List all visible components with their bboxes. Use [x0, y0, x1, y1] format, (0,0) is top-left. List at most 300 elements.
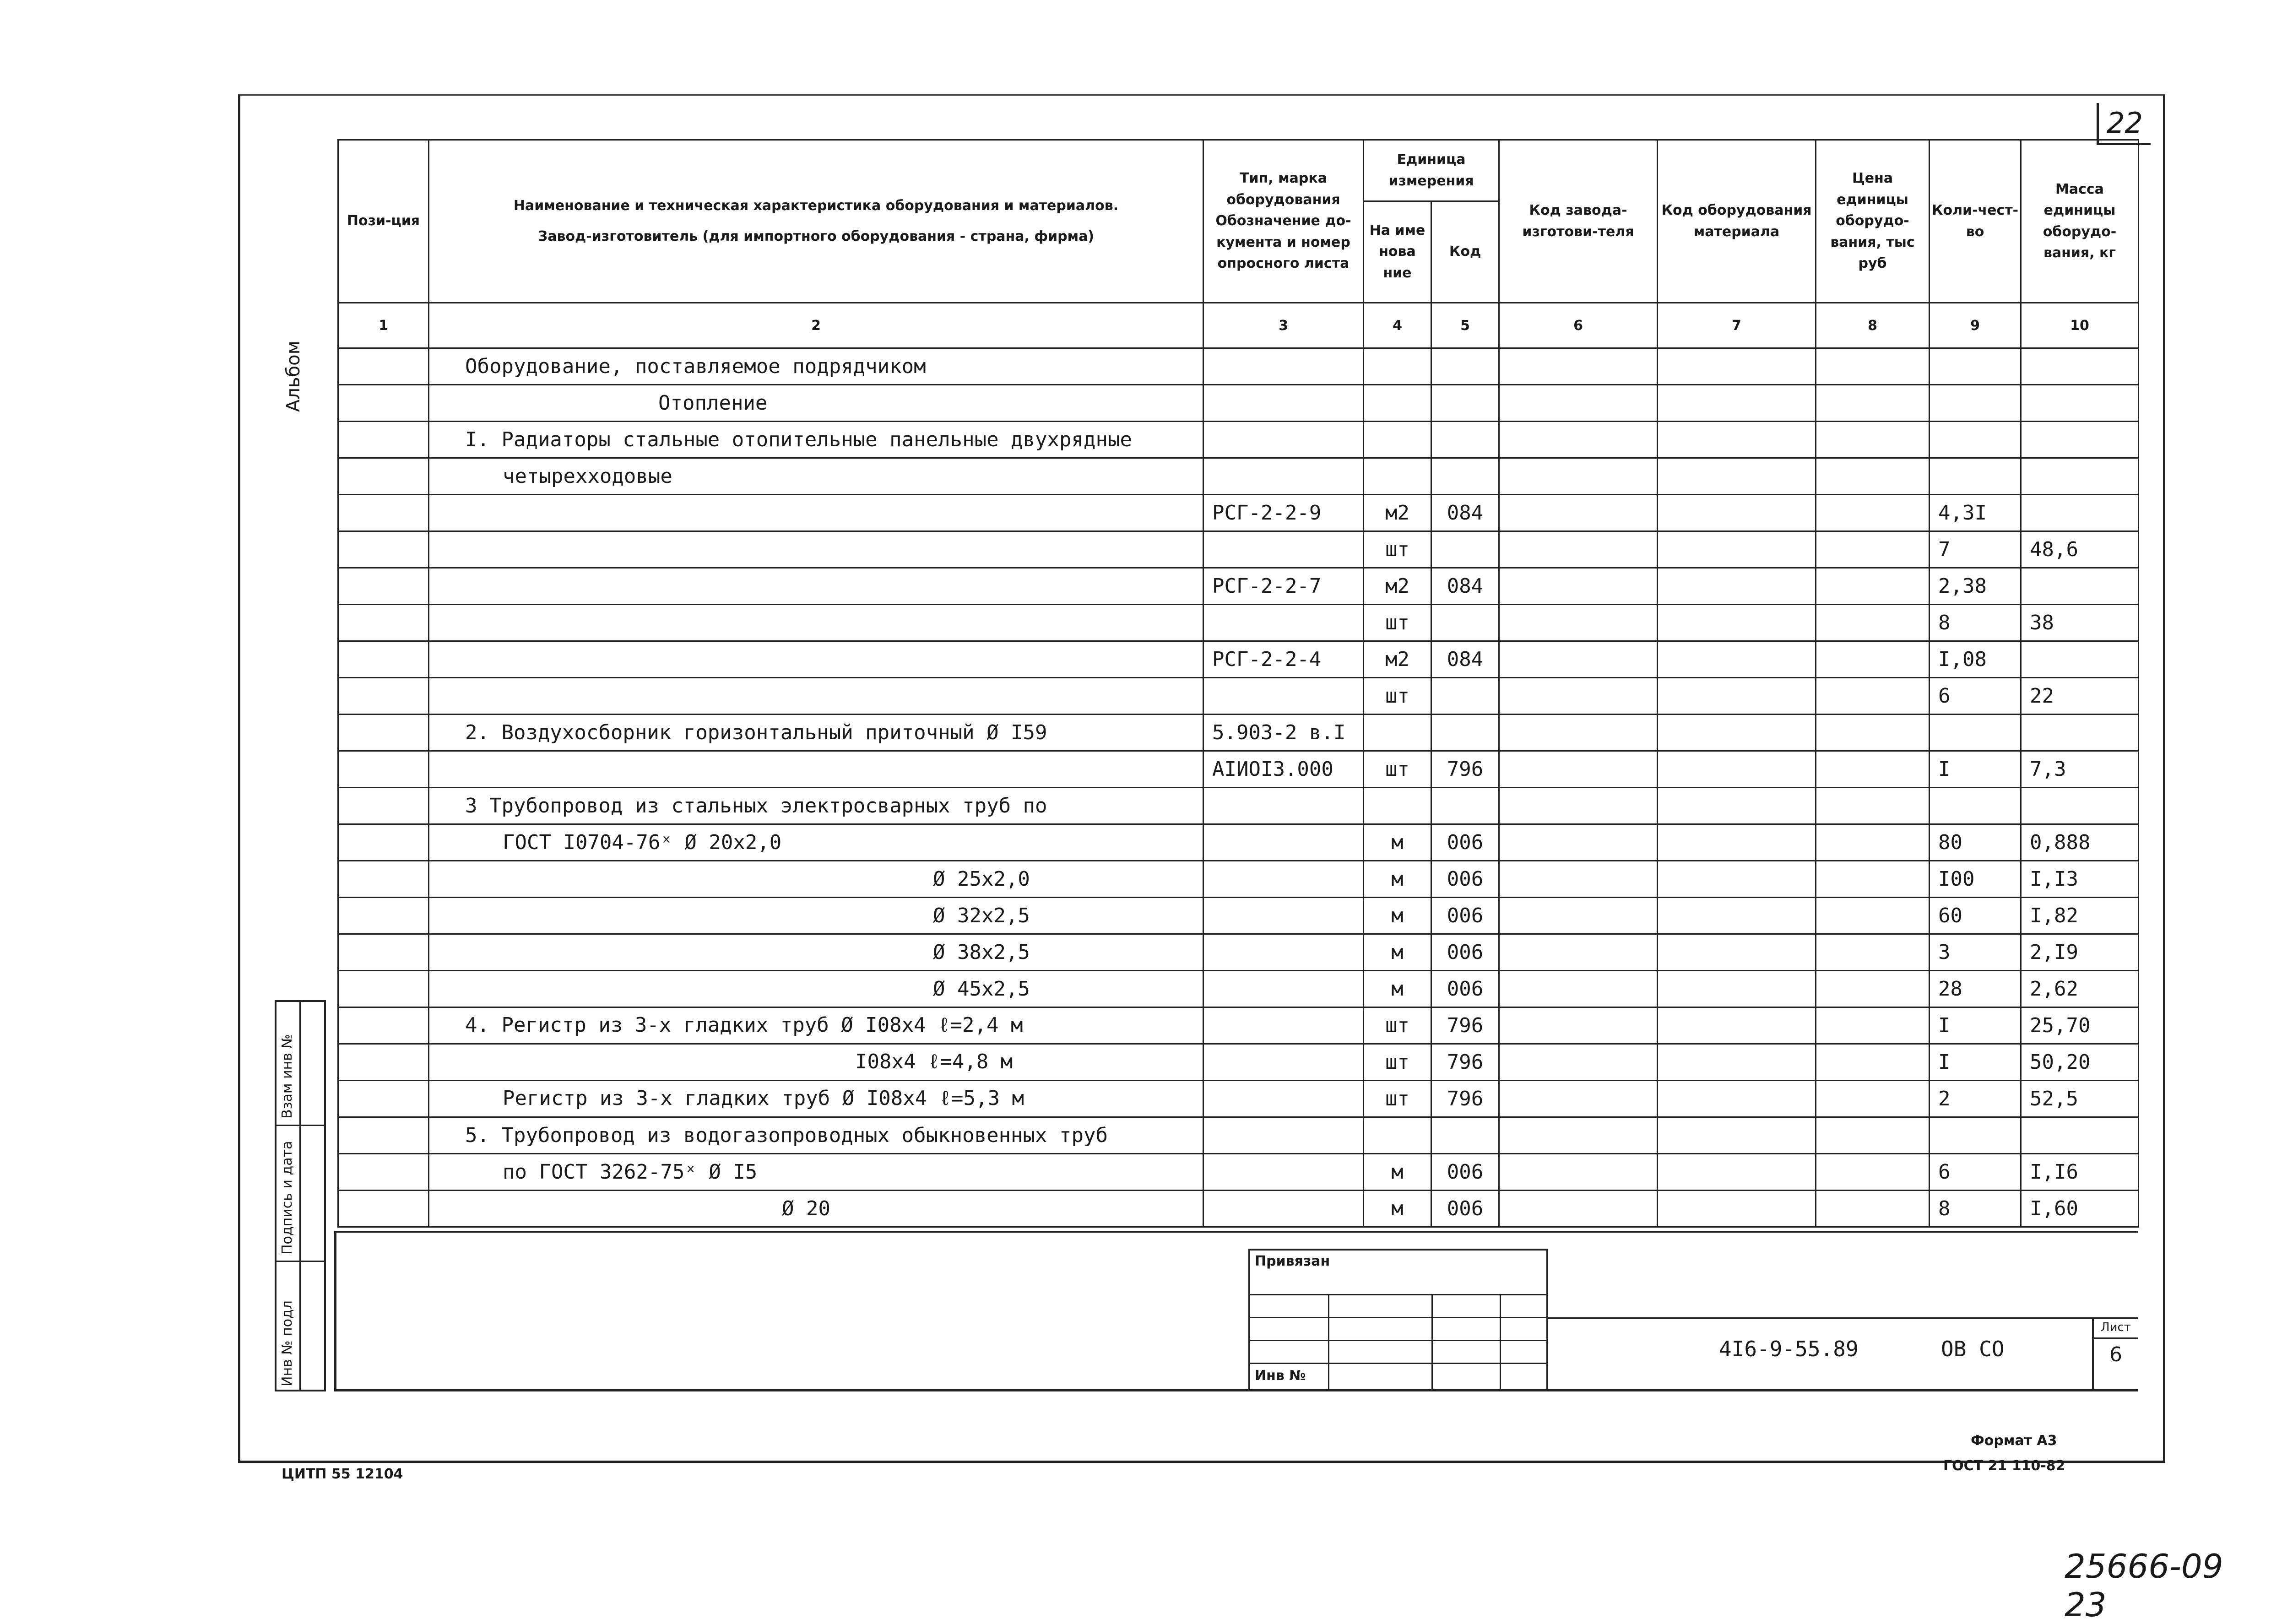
specification-rows	[338, 348, 2139, 1227]
type-cell: РСГ-2-2-7	[1203, 568, 1364, 605]
header-equipment-code: Код оборудования материала	[1658, 140, 1816, 303]
table-row	[338, 898, 2139, 934]
quantity-cell: I00	[1930, 861, 2021, 898]
price-cell	[1816, 1191, 1930, 1227]
manufacturer-code-cell	[1499, 348, 1658, 385]
item-name-cell: Ø 45x2,5	[429, 971, 1203, 1007]
equipment-code-cell	[1658, 531, 1816, 568]
unit-code-cell	[1431, 458, 1499, 495]
unit-name-cell: шт	[1364, 531, 1431, 568]
manufacturer-code-cell	[1499, 788, 1658, 824]
quantity-cell	[1930, 788, 2021, 824]
item-name-cell: Регистр из 3-х гладких труб Ø I08x4 ℓ=5,3 м	[429, 1081, 1203, 1117]
position-cell	[338, 1044, 429, 1081]
item-name-cell: I08x4 ℓ=4,8 м	[429, 1044, 1203, 1081]
podpis-data-label: Подпись и дата	[279, 1141, 295, 1255]
unit-code-cell: 796	[1431, 1044, 1499, 1081]
table-row	[338, 422, 2139, 458]
unit-code-cell: 796	[1431, 751, 1499, 788]
unit-code-cell: 796	[1431, 1081, 1499, 1117]
header-price: Цена единицы оборудо-вания, тыс руб	[1816, 140, 1930, 303]
mass-cell	[2021, 641, 2139, 678]
unit-name-cell	[1364, 385, 1431, 422]
table-row	[338, 1191, 2139, 1227]
position-cell	[338, 751, 429, 788]
unit-code-cell	[1431, 348, 1499, 385]
mass-cell: 25,70	[2021, 1007, 2139, 1044]
equipment-code-cell	[1658, 348, 1816, 385]
manufacturer-code-cell	[1499, 715, 1658, 751]
price-cell	[1816, 385, 1930, 422]
quantity-cell: 8	[1930, 1191, 2021, 1227]
table-row	[338, 751, 2139, 788]
unit-name-cell	[1364, 1117, 1431, 1154]
type-cell	[1203, 422, 1364, 458]
column-number: 10	[2021, 303, 2139, 348]
position-cell	[338, 385, 429, 422]
table-row	[338, 1007, 2139, 1044]
header-unit: Единица измерения	[1364, 140, 1499, 201]
manufacturer-code-cell	[1499, 531, 1658, 568]
unit-code-cell: 006	[1431, 971, 1499, 1007]
manufacturer-code-cell	[1499, 1007, 1658, 1044]
quantity-cell: I,08	[1930, 641, 2021, 678]
table-row	[338, 788, 2139, 824]
quantity-cell	[1930, 715, 2021, 751]
equipment-code-cell	[1658, 495, 1816, 531]
quantity-cell	[1930, 348, 2021, 385]
price-cell	[1816, 641, 1930, 678]
price-cell	[1816, 678, 1930, 715]
price-cell	[1816, 605, 1930, 641]
mass-cell: I,I6	[2021, 1154, 2139, 1191]
equipment-code-cell	[1658, 1007, 1816, 1044]
table-row	[338, 348, 2139, 385]
quantity-cell: 2	[1930, 1081, 2021, 1117]
footer-gost: ГОСТ 21 110-82	[1943, 1458, 2065, 1474]
quantity-cell: 60	[1930, 898, 2021, 934]
position-cell	[338, 568, 429, 605]
manufacturer-code-cell	[1499, 385, 1658, 422]
type-cell	[1203, 348, 1364, 385]
mass-cell: 52,5	[2021, 1081, 2139, 1117]
quantity-cell: I	[1930, 1044, 2021, 1081]
type-cell	[1203, 385, 1364, 422]
type-cell	[1203, 458, 1364, 495]
position-cell	[338, 1081, 429, 1117]
unit-name-cell: шт	[1364, 1044, 1431, 1081]
unit-code-cell	[1431, 1117, 1499, 1154]
equipment-code-cell	[1658, 385, 1816, 422]
table-row	[338, 971, 2139, 1007]
price-cell	[1816, 1117, 1930, 1154]
specification-table	[337, 139, 2139, 1228]
manufacturer-code-cell	[1499, 458, 1658, 495]
position-cell	[338, 934, 429, 971]
mass-cell	[2021, 422, 2139, 458]
equipment-code-cell	[1658, 1117, 1816, 1154]
unit-code-cell: 084	[1431, 495, 1499, 531]
price-cell	[1816, 1081, 1930, 1117]
type-cell	[1203, 1117, 1364, 1154]
unit-name-cell: м	[1364, 824, 1431, 861]
unit-code-cell	[1431, 531, 1499, 568]
item-name-cell: ГОСТ I0704-76ˣ Ø 20x2,0	[429, 824, 1203, 861]
mass-cell: 22	[2021, 678, 2139, 715]
manufacturer-code-cell	[1499, 1117, 1658, 1154]
column-number: 4	[1364, 303, 1431, 348]
manufacturer-code-cell	[1499, 1191, 1658, 1227]
manufacturer-code-cell	[1499, 678, 1658, 715]
inv-podl-label: Инв № подл	[279, 1300, 295, 1386]
position-cell	[338, 458, 429, 495]
price-cell	[1816, 495, 1930, 531]
equipment-code-cell	[1658, 458, 1816, 495]
table-row	[338, 458, 2139, 495]
position-cell	[338, 1007, 429, 1044]
mass-cell: 2,I9	[2021, 934, 2139, 971]
unit-code-cell: 006	[1431, 861, 1499, 898]
privyazan-label: Привязан	[1255, 1253, 1330, 1269]
header-mass: Масса единицы оборудо-вания, кг	[2021, 140, 2139, 303]
item-name-cell: 5. Трубопровод из водогазопроводных обыкновенных труб	[429, 1117, 1203, 1154]
equipment-code-cell	[1658, 751, 1816, 788]
position-cell	[338, 788, 429, 824]
quantity-cell	[1930, 458, 2021, 495]
equipment-code-cell	[1658, 641, 1816, 678]
type-cell	[1203, 1191, 1364, 1227]
type-cell	[1203, 934, 1364, 971]
header-unit-name: На име нова ние	[1364, 201, 1431, 303]
table-row	[338, 1117, 2139, 1154]
quantity-cell	[1930, 385, 2021, 422]
price-cell	[1816, 898, 1930, 934]
table-row	[338, 1044, 2139, 1081]
quantity-cell: 28	[1930, 971, 2021, 1007]
manufacturer-code-cell	[1499, 641, 1658, 678]
item-name-cell	[429, 568, 1203, 605]
table-row	[338, 531, 2139, 568]
column-number: 5	[1431, 303, 1499, 348]
quantity-cell: 6	[1930, 678, 2021, 715]
quantity-cell: 3	[1930, 934, 2021, 971]
header-name	[429, 140, 1203, 303]
handwritten-number: 25666-09 23	[2065, 1547, 2223, 1624]
mass-cell: 38	[2021, 605, 2139, 641]
item-name-cell: Ø 25x2,0	[429, 861, 1203, 898]
unit-name-cell: м	[1364, 898, 1431, 934]
inv-no-label: Инв №	[1255, 1368, 1306, 1384]
manufacturer-code-cell	[1499, 751, 1658, 788]
type-cell	[1203, 898, 1364, 934]
type-cell: РСГ-2-2-4	[1203, 641, 1364, 678]
unit-name-cell: м	[1364, 861, 1431, 898]
document-mark: ОВ СО	[1941, 1337, 2005, 1361]
item-name-cell	[429, 495, 1203, 531]
mass-cell	[2021, 788, 2139, 824]
table-row	[338, 1154, 2139, 1191]
manufacturer-code-cell	[1499, 1044, 1658, 1081]
mass-cell: I,82	[2021, 898, 2139, 934]
equipment-code-cell	[1658, 971, 1816, 1007]
unit-code-cell	[1431, 385, 1499, 422]
quantity-cell	[1930, 1117, 2021, 1154]
mass-cell: 0,888	[2021, 824, 2139, 861]
mass-cell: I,I3	[2021, 861, 2139, 898]
position-cell	[338, 348, 429, 385]
price-cell	[1816, 348, 1930, 385]
table-row	[338, 934, 2139, 971]
unit-name-cell: шт	[1364, 1081, 1431, 1117]
manufacturer-code-cell	[1499, 605, 1658, 641]
equipment-code-cell	[1658, 422, 1816, 458]
item-name-cell: 2. Воздухосборник горизонтальный приточный Ø I59	[429, 715, 1203, 751]
table-row	[338, 678, 2139, 715]
type-cell	[1203, 1081, 1364, 1117]
manufacturer-code-cell	[1499, 971, 1658, 1007]
manufacturer-code-cell	[1499, 495, 1658, 531]
unit-name-cell: шт	[1364, 678, 1431, 715]
manufacturer-code-cell	[1499, 422, 1658, 458]
price-cell	[1816, 934, 1930, 971]
unit-code-cell: 006	[1431, 1154, 1499, 1191]
equipment-code-cell	[1658, 1191, 1816, 1227]
equipment-code-cell	[1658, 1044, 1816, 1081]
mass-cell: 2,62	[2021, 971, 2139, 1007]
equipment-code-cell	[1658, 605, 1816, 641]
quantity-cell: I	[1930, 751, 2021, 788]
header-unit-code: Код	[1431, 201, 1499, 303]
unit-name-cell: м	[1364, 934, 1431, 971]
item-name-cell	[429, 531, 1203, 568]
table-row	[338, 861, 2139, 898]
table-row	[338, 385, 2139, 422]
header-manufacturer-code: Код завода-изготови-теля	[1499, 140, 1658, 303]
equipment-code-cell	[1658, 568, 1816, 605]
unit-name-cell	[1364, 348, 1431, 385]
item-name-cell: Ø 38x2,5	[429, 934, 1203, 971]
quantity-cell: 80	[1930, 824, 2021, 861]
unit-code-cell: 006	[1431, 824, 1499, 861]
table-row	[338, 824, 2139, 861]
unit-name-cell: шт	[1364, 605, 1431, 641]
type-cell	[1203, 531, 1364, 568]
price-cell	[1816, 1044, 1930, 1081]
footer-format: Формат А3	[1971, 1433, 2057, 1449]
header-name-line1: Наименование и техническая характеристика оборудования и материалов.	[513, 198, 1119, 214]
position-cell	[338, 971, 429, 1007]
unit-code-cell	[1431, 788, 1499, 824]
table-row	[338, 1081, 2139, 1117]
sheet-number: 6	[2109, 1343, 2122, 1366]
unit-code-cell: 006	[1431, 898, 1499, 934]
column-number: 7	[1658, 303, 1816, 348]
item-name-cell	[429, 678, 1203, 715]
quantity-cell	[1930, 422, 2021, 458]
privyazan-stamp	[1248, 1249, 1548, 1391]
position-cell	[338, 495, 429, 531]
table-row	[338, 715, 2139, 751]
price-cell	[1816, 715, 1930, 751]
mass-cell: I,60	[2021, 1191, 2139, 1227]
mass-cell	[2021, 385, 2139, 422]
price-cell	[1816, 1007, 1930, 1044]
column-number: 8	[1816, 303, 1930, 348]
type-cell: РСГ-2-2-9	[1203, 495, 1364, 531]
equipment-code-cell	[1658, 934, 1816, 971]
manufacturer-code-cell	[1499, 861, 1658, 898]
manufacturer-code-cell	[1499, 568, 1658, 605]
item-name-cell: Оборудование, поставляемое подрядчиком	[429, 348, 1203, 385]
mass-cell: 50,20	[2021, 1044, 2139, 1081]
album-label: Альбом	[283, 341, 304, 412]
unit-code-cell: 006	[1431, 934, 1499, 971]
manufacturer-code-cell	[1499, 1081, 1658, 1117]
price-cell	[1816, 422, 1930, 458]
item-name-cell: Ø 32x2,5	[429, 898, 1203, 934]
mass-cell	[2021, 348, 2139, 385]
unit-name-cell: м	[1364, 1154, 1431, 1191]
type-cell	[1203, 861, 1364, 898]
table-row	[338, 605, 2139, 641]
column-numbers-row	[338, 303, 2139, 348]
unit-name-cell	[1364, 458, 1431, 495]
position-cell	[338, 641, 429, 678]
unit-name-cell: м	[1364, 971, 1431, 1007]
item-name-cell	[429, 641, 1203, 678]
price-cell	[1816, 824, 1930, 861]
equipment-code-cell	[1658, 715, 1816, 751]
quantity-cell: 2,38	[1930, 568, 2021, 605]
unit-code-cell: 084	[1431, 641, 1499, 678]
mass-cell	[2021, 1117, 2139, 1154]
type-cell	[1203, 971, 1364, 1007]
type-cell	[1203, 678, 1364, 715]
position-cell	[338, 1154, 429, 1191]
price-cell	[1816, 751, 1930, 788]
item-name-cell: 3 Трубопровод из стальных электросварных труб по	[429, 788, 1203, 824]
manufacturer-code-cell	[1499, 898, 1658, 934]
price-cell	[1816, 971, 1930, 1007]
unit-code-cell	[1431, 605, 1499, 641]
quantity-cell: 7	[1930, 531, 2021, 568]
price-cell	[1816, 458, 1930, 495]
unit-code-cell: 084	[1431, 568, 1499, 605]
type-cell	[1203, 788, 1364, 824]
position-cell	[338, 1191, 429, 1227]
unit-name-cell	[1364, 788, 1431, 824]
type-cell	[1203, 824, 1364, 861]
sheet-corner-number: 22	[2097, 103, 2151, 145]
item-name-cell: I. Радиаторы стальные отопительные панельные двухрядные	[429, 422, 1203, 458]
unit-code-cell	[1431, 678, 1499, 715]
unit-name-cell: м2	[1364, 495, 1431, 531]
unit-name-cell: м2	[1364, 641, 1431, 678]
position-cell	[338, 422, 429, 458]
type-cell: АIИОI3.000	[1203, 751, 1364, 788]
quantity-cell: I	[1930, 1007, 2021, 1044]
item-name-cell	[429, 751, 1203, 788]
left-stamp-column	[275, 1000, 326, 1391]
column-number: 1	[338, 303, 429, 348]
mass-cell	[2021, 495, 2139, 531]
unit-name-cell: шт	[1364, 751, 1431, 788]
type-cell	[1203, 1007, 1364, 1044]
manufacturer-code-cell	[1499, 824, 1658, 861]
header-type: Тип, марка оборудования Обозначение до-кумента и номер опросного листа	[1203, 140, 1364, 303]
column-number: 6	[1499, 303, 1658, 348]
table-row	[338, 568, 2139, 605]
column-number: 2	[429, 303, 1203, 348]
manufacturer-code-cell	[1499, 934, 1658, 971]
mass-cell	[2021, 715, 2139, 751]
price-cell	[1816, 861, 1930, 898]
table-row	[338, 495, 2139, 531]
document-number: 4I6-9-55.89	[1719, 1337, 1859, 1361]
mass-cell	[2021, 458, 2139, 495]
quantity-cell: 6	[1930, 1154, 2021, 1191]
table-row	[338, 641, 2139, 678]
unit-name-cell	[1364, 715, 1431, 751]
item-name-cell: по ГОСТ 3262-75ˣ Ø I5	[429, 1154, 1203, 1191]
position-cell	[338, 898, 429, 934]
item-name-cell	[429, 605, 1203, 641]
price-cell	[1816, 531, 1930, 568]
item-name-cell: Отопление	[429, 385, 1203, 422]
position-cell	[338, 824, 429, 861]
header-position: Пози-ция	[338, 140, 429, 303]
position-cell	[338, 1117, 429, 1154]
column-number: 3	[1203, 303, 1364, 348]
unit-name-cell: шт	[1364, 1007, 1431, 1044]
footer-left-code: ЦИТП 55 12104	[282, 1466, 403, 1482]
mass-cell	[2021, 568, 2139, 605]
column-number: 9	[1930, 303, 2021, 348]
equipment-code-cell	[1658, 898, 1816, 934]
mass-cell: 7,3	[2021, 751, 2139, 788]
equipment-code-cell	[1658, 861, 1816, 898]
manufacturer-code-cell	[1499, 1154, 1658, 1191]
type-cell	[1203, 605, 1364, 641]
unit-name-cell: м	[1364, 1191, 1431, 1227]
equipment-code-cell	[1658, 1081, 1816, 1117]
item-name-cell: четырехходовые	[429, 458, 1203, 495]
quantity-cell: 8	[1930, 605, 2021, 641]
type-cell	[1203, 1044, 1364, 1081]
item-name-cell: Ø 20	[429, 1191, 1203, 1227]
equipment-code-cell	[1658, 1154, 1816, 1191]
equipment-code-cell	[1658, 788, 1816, 824]
unit-code-cell	[1431, 422, 1499, 458]
position-cell	[338, 678, 429, 715]
unit-code-cell: 006	[1431, 1191, 1499, 1227]
price-cell	[1816, 788, 1930, 824]
unit-name-cell: м2	[1364, 568, 1431, 605]
header-quantity: Коли-чест-во	[1930, 140, 2021, 303]
type-cell: 5.903-2 в.I	[1203, 715, 1364, 751]
sheet-label: Лист	[2094, 1317, 2138, 1339]
item-name-cell: 4. Регистр из 3-х гладких труб Ø I08x4 ℓ=2,4 м	[429, 1007, 1203, 1044]
quantity-cell: 4,3I	[1930, 495, 2021, 531]
position-cell	[338, 605, 429, 641]
position-cell	[338, 715, 429, 751]
unit-name-cell	[1364, 422, 1431, 458]
unit-code-cell	[1431, 715, 1499, 751]
header-name-line2: Завод-изготовитель (для импортного оборудования - страна, фирма)	[537, 228, 1095, 244]
price-cell	[1816, 1154, 1930, 1191]
mass-cell: 48,6	[2021, 531, 2139, 568]
equipment-code-cell	[1658, 678, 1816, 715]
